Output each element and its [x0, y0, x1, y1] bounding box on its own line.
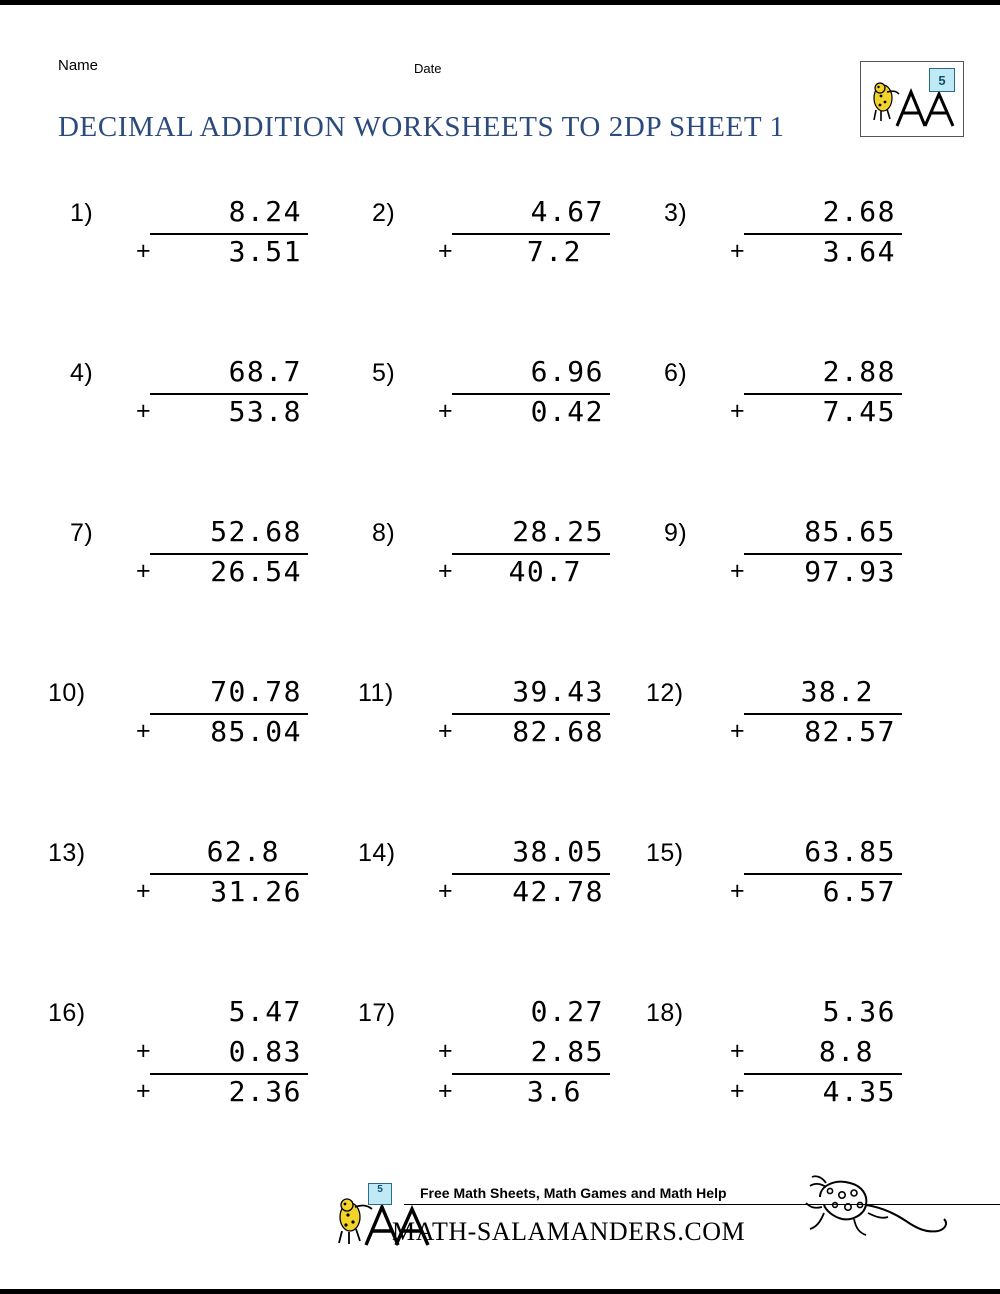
plus-operator: + [136, 1037, 151, 1065]
problem-number: 11) [358, 679, 394, 707]
problem-row [0, 985, 1000, 1145]
addend-line [432, 873, 610, 913]
sum-rule [452, 1073, 610, 1075]
plus-operator: + [730, 1077, 745, 1105]
addend-value: 7.2 [526, 235, 582, 268]
addend-line [130, 193, 308, 233]
addend-line [724, 673, 902, 713]
plus-operator: + [438, 1077, 453, 1105]
addend-value: 0.42 [530, 395, 604, 428]
plus-operator: + [438, 1037, 453, 1065]
sum-rule [150, 233, 308, 235]
addend-value: 7.45 [822, 395, 896, 428]
addend-line [432, 833, 610, 873]
addend-line [432, 1073, 610, 1113]
addend-value: 0.83 [228, 1035, 302, 1068]
addend-line [130, 393, 308, 433]
problem-row [0, 505, 1000, 665]
addend-line [130, 993, 308, 1033]
problem-10 [46, 665, 346, 815]
addition-stack [130, 513, 308, 593]
addend-value: 2.88 [822, 355, 896, 388]
addend-line [432, 193, 610, 233]
addition-stack [724, 513, 902, 593]
plus-operator: + [730, 717, 745, 745]
footer-grade-badge: 5 [368, 1183, 392, 1205]
problem-number: 15) [646, 839, 684, 867]
addend-value: 97.93 [804, 555, 896, 588]
problem-15 [640, 825, 940, 975]
addition-stack [432, 513, 610, 593]
addend-line [130, 233, 308, 273]
addend-line [724, 233, 902, 273]
sum-rule [452, 713, 610, 715]
addend-value: 38.2 [800, 675, 874, 708]
problems-grid [0, 185, 1000, 1145]
addend-line [724, 553, 902, 593]
addend-value: 82.68 [512, 715, 604, 748]
name-label: Name [58, 57, 99, 74]
problem-number: 4) [70, 359, 94, 387]
sum-rule [744, 1073, 902, 1075]
addition-stack [724, 993, 902, 1113]
problem-16 [46, 985, 346, 1135]
addend-line [432, 513, 610, 553]
addition-stack [130, 673, 308, 753]
salamander-outline-icon [802, 1167, 952, 1247]
addend-line [724, 1073, 902, 1113]
addend-value: 39.43 [512, 675, 604, 708]
problem-number: 13) [48, 839, 86, 867]
addend-line [724, 833, 902, 873]
problem-number: 14) [358, 839, 396, 867]
problem-number: 6) [664, 359, 688, 387]
addend-line [724, 1033, 902, 1073]
plus-operator: + [730, 397, 745, 425]
addend-value: 85.65 [804, 515, 896, 548]
sum-rule [452, 873, 610, 875]
addition-stack [724, 353, 902, 433]
worksheet-footer [0, 1153, 1000, 1263]
sum-rule [452, 233, 610, 235]
addend-line [432, 713, 610, 753]
footer-tagline: Free Math Sheets, Math Games and Math Help [420, 1185, 727, 1201]
addend-value: 3.64 [822, 235, 896, 268]
problem-6 [640, 345, 940, 495]
problem-row [0, 345, 1000, 505]
addend-line [130, 833, 308, 873]
addend-value: 5.36 [822, 995, 896, 1028]
addend-value: 26.54 [210, 555, 302, 588]
problem-7 [46, 505, 346, 655]
sum-rule [744, 393, 902, 395]
sum-rule [150, 393, 308, 395]
addition-stack [130, 193, 308, 273]
addend-line [432, 1033, 610, 1073]
addend-value: 40.7 [508, 555, 582, 588]
sum-rule [744, 873, 902, 875]
sum-rule [744, 553, 902, 555]
addend-value: 52.68 [210, 515, 302, 548]
addend-line [724, 193, 902, 233]
addend-value: 82.57 [804, 715, 896, 748]
addend-value: 53.8 [228, 395, 302, 428]
problem-number: 17) [358, 999, 396, 1027]
header-logo-box [860, 61, 964, 137]
addend-value: 8.24 [228, 195, 302, 228]
addend-line [724, 993, 902, 1033]
sum-rule [150, 553, 308, 555]
addend-value: 28.25 [512, 515, 604, 548]
page-title: DECIMAL ADDITION WORKSHEETS TO 2DP SHEET 1 [58, 111, 785, 143]
addend-line [130, 553, 308, 593]
problem-13 [46, 825, 346, 975]
plus-operator: + [730, 1037, 745, 1065]
problem-number: 7) [70, 519, 94, 547]
addend-line [130, 713, 308, 753]
addition-stack [724, 833, 902, 913]
grade-badge: 5 [929, 68, 955, 92]
problem-8 [348, 505, 648, 655]
addend-value: 85.04 [210, 715, 302, 748]
problem-number: 9) [664, 519, 688, 547]
addend-line [432, 233, 610, 273]
addend-line [432, 353, 610, 393]
problem-3 [640, 185, 940, 335]
plus-operator: + [438, 717, 453, 745]
addend-line [724, 873, 902, 913]
plus-operator: + [730, 557, 745, 585]
problem-row [0, 665, 1000, 825]
sum-rule [452, 553, 610, 555]
problem-number: 8) [372, 519, 396, 547]
addend-value: 68.7 [228, 355, 302, 388]
addition-stack [432, 993, 610, 1113]
addend-value: 62.8 [206, 835, 280, 868]
addend-line [724, 513, 902, 553]
plus-operator: + [136, 1077, 151, 1105]
sum-rule [150, 873, 308, 875]
addend-value: 0.27 [530, 995, 604, 1028]
date-label: Date [414, 61, 442, 76]
addition-stack [432, 193, 610, 273]
addend-line [432, 553, 610, 593]
plus-operator: + [136, 397, 151, 425]
plus-operator: + [136, 717, 151, 745]
problem-1 [46, 185, 346, 335]
addend-line [130, 673, 308, 713]
addition-stack [432, 673, 610, 753]
addition-stack [130, 993, 308, 1113]
addend-line [724, 353, 902, 393]
problem-2 [348, 185, 648, 335]
plus-operator: + [438, 877, 453, 905]
sum-rule [744, 713, 902, 715]
sum-rule [150, 713, 308, 715]
addend-line [724, 393, 902, 433]
sum-rule [744, 233, 902, 235]
addition-stack [432, 353, 610, 433]
addend-value: 4.35 [822, 1075, 896, 1108]
plus-operator: + [136, 557, 151, 585]
addend-value: 2.68 [822, 195, 896, 228]
problem-11 [348, 665, 648, 815]
addend-line [130, 873, 308, 913]
addition-stack [130, 353, 308, 433]
problem-18 [640, 985, 940, 1135]
problem-number: 18) [646, 999, 684, 1027]
addend-value: 6.57 [822, 875, 896, 908]
footer-url: MATH-SALAMANDERS.COM [392, 1217, 746, 1246]
plus-operator: + [438, 397, 453, 425]
addition-stack [130, 833, 308, 913]
addition-stack [432, 833, 610, 913]
problem-4 [46, 345, 346, 495]
problem-12 [640, 665, 940, 815]
plus-operator: + [730, 877, 745, 905]
addition-stack [724, 673, 902, 753]
problem-row [0, 185, 1000, 345]
plus-operator: + [136, 877, 151, 905]
problem-9 [640, 505, 940, 655]
problem-number: 3) [664, 199, 688, 227]
addition-stack [724, 193, 902, 273]
plus-operator: + [136, 237, 151, 265]
addend-line [432, 993, 610, 1033]
addend-line [724, 713, 902, 753]
addend-value: 38.05 [512, 835, 604, 868]
addend-value: 2.36 [228, 1075, 302, 1108]
addend-value: 6.96 [530, 355, 604, 388]
problem-5 [348, 345, 648, 495]
addend-value: 3.6 [526, 1075, 582, 1108]
plus-operator: + [438, 237, 453, 265]
addend-value: 2.85 [530, 1035, 604, 1068]
addend-line [130, 1033, 308, 1073]
problem-17 [348, 985, 648, 1135]
addend-value: 3.51 [228, 235, 302, 268]
problem-number: 12) [646, 679, 684, 707]
plus-operator: + [730, 237, 745, 265]
addend-value: 8.8 [818, 1035, 874, 1068]
worksheet-header [0, 57, 1000, 87]
problem-number: 2) [372, 199, 396, 227]
addend-value: 63.85 [804, 835, 896, 868]
addend-value: 4.67 [530, 195, 604, 228]
problem-number: 1) [70, 199, 94, 227]
addend-value: 5.47 [228, 995, 302, 1028]
problem-number: 16) [48, 999, 86, 1027]
plus-operator: + [438, 557, 453, 585]
addend-value: 70.78 [210, 675, 302, 708]
problem-row [0, 825, 1000, 985]
addend-line [130, 1073, 308, 1113]
addend-line [130, 513, 308, 553]
addend-value: 31.26 [210, 875, 302, 908]
problem-number: 5) [372, 359, 396, 387]
addend-value: 42.78 [512, 875, 604, 908]
sum-rule [452, 393, 610, 395]
addend-line [432, 673, 610, 713]
problem-14 [348, 825, 648, 975]
sum-rule [150, 1073, 308, 1075]
addend-line [130, 353, 308, 393]
problem-number: 10) [48, 679, 86, 707]
addend-line [432, 393, 610, 433]
